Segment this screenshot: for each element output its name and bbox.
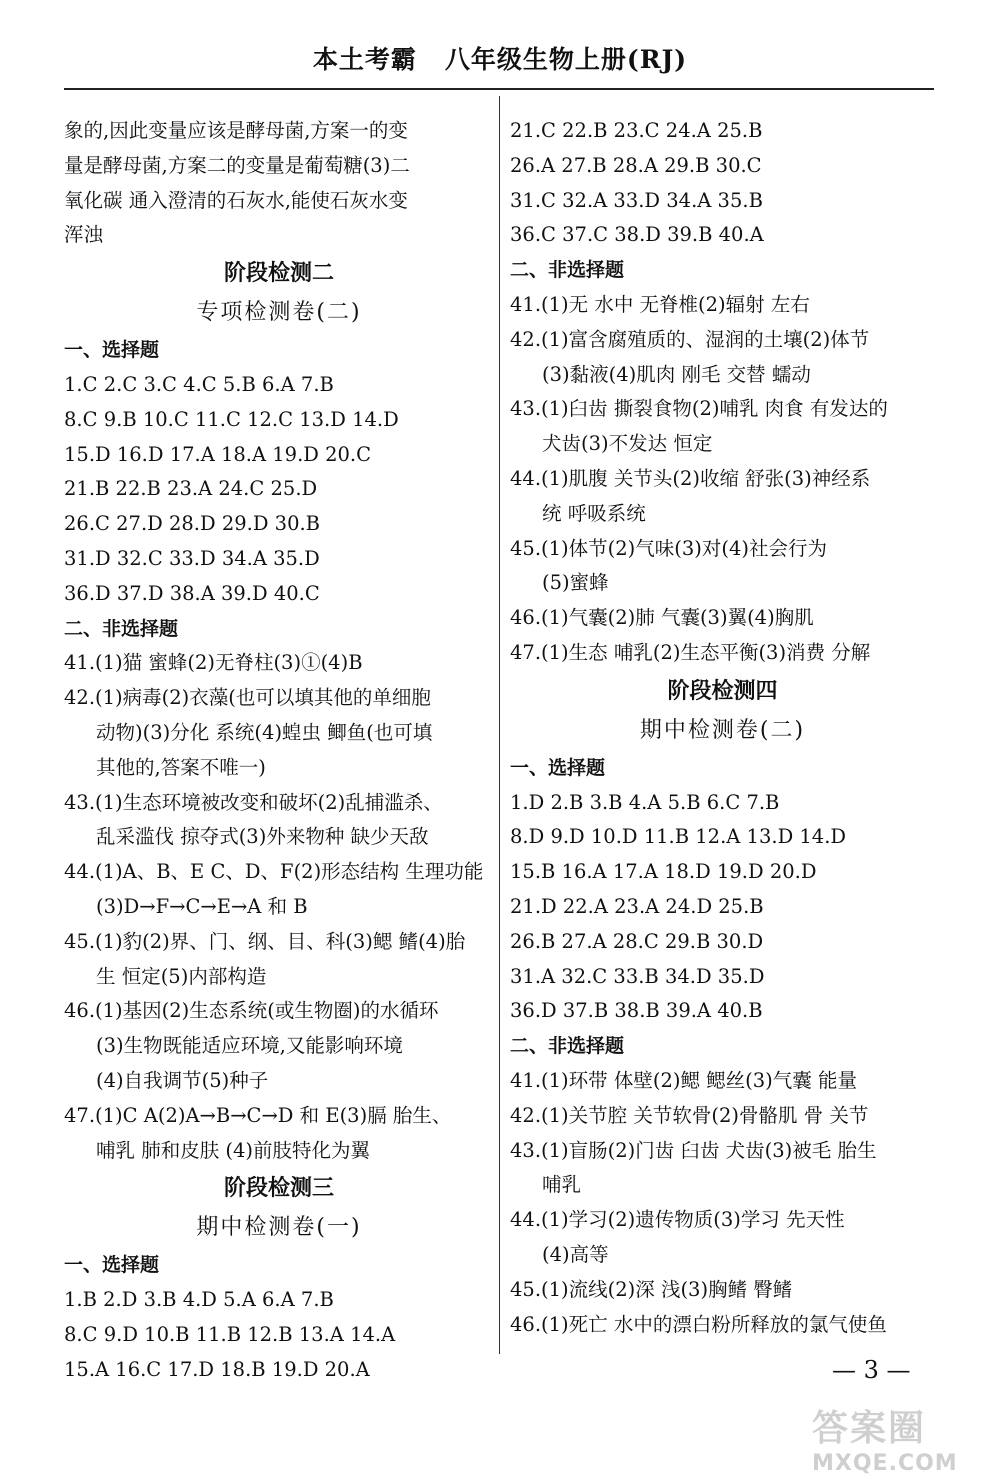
watermark-logo [812, 1400, 992, 1476]
choice-heading: 一、选择题 [64, 339, 160, 362]
choice-answers: 15.B 16.A 17.A 18.D 19.D 20.D [510, 860, 817, 884]
section-title: 阶段检测二 [223, 260, 334, 287]
choice-heading: 一、选择题 [64, 1254, 160, 1277]
answer-line: 生 恒定(5)内部构造 [96, 964, 267, 988]
answer-line: (3)生物既能适应环境,又能影响环境 [96, 1034, 403, 1058]
answer-line: 44.(1)肌腹 关节头(2)收缩 舒张(3)神经系 [510, 466, 871, 490]
choice-heading: 一、选择题 [510, 756, 606, 779]
nonchoice-heading: 二、非选择题 [64, 617, 179, 640]
choice-answers: 8.C 9.D 10.B 11.B 12.B 13.A 14.A [64, 1322, 396, 1346]
answer-line: (4)自我调节(5)种子 [96, 1068, 269, 1092]
answer-line: 浑浊 [64, 223, 104, 247]
answer-line: 乱采滥伐 掠夺式(3)外来物种 缺少天敌 [96, 825, 429, 849]
nonchoice-heading: 二、非选择题 [510, 1035, 625, 1058]
choice-answers: 26.C 27.D 28.D 29.D 30.B [64, 512, 321, 536]
choice-answers: 36.D 37.D 38.A 39.D 40.C [64, 581, 320, 605]
answer-line: 其他的,答案不唯一) [96, 755, 266, 779]
choice-answers: 21.C 22.B 23.C 24.A 25.B [510, 119, 763, 142]
answer-line: 43.(1)盲肠(2)门齿 臼齿 犬齿(3)被毛 胎生 [510, 1138, 877, 1162]
answer-line: 犬齿(3)不发达 恒定 [542, 432, 713, 456]
choice-answers: 1.C 2.C 3.C 4.C 5.B 6.A 7.B [64, 372, 334, 396]
answer-line: 42.(1)关节腔 关节软骨(2)骨骼肌 骨 关节 [510, 1103, 869, 1127]
page-number: — 3 — [832, 1356, 911, 1384]
answer-line: (4)高等 [542, 1242, 609, 1266]
section-title: 阶段检测三 [223, 1175, 334, 1202]
answer-line: (5)蜜蜂 [542, 571, 609, 595]
section-title: 阶段检测四 [667, 677, 778, 704]
choice-answers: 36.C 37.C 38.D 39.B 40.A [510, 223, 764, 247]
nonchoice-heading: 二、非选择题 [510, 259, 625, 282]
answer-line: 量是酵母菌,方案二的变量是葡萄糖(3)二 [64, 153, 410, 177]
answer-line: 47.(1)生态 哺乳(2)生态平衡(3)消费 分解 [510, 640, 871, 664]
answer-line: 43.(1)生态环境被改变和破坏(2)乱捕滥杀、 [64, 790, 443, 814]
choice-answers: 21.B 22.B 23.A 24.C 25.D [64, 477, 318, 501]
answer-line: 哺乳 肺和皮肤 (4)前肢特化为翼 [96, 1138, 371, 1162]
section-subtitle: 专项检测卷(二) [196, 300, 362, 326]
header-divider [64, 88, 934, 90]
choice-answers: 15.A 16.C 17.D 18.B 19.D 20.A [64, 1357, 370, 1381]
answer-line: (3)黏液(4)肌肉 刚毛 交替 蠕动 [542, 362, 811, 386]
choice-answers: 36.D 37.B 38.B 39.A 40.B [510, 999, 763, 1023]
answer-line: 象的,因此变量应该是酵母菌,方案一的变 [64, 119, 408, 142]
answer-line: 45.(1)豹(2)界、门、纲、目、科(3)鳃 鳍(4)胎 [64, 929, 466, 953]
section-subtitle: 期中检测卷(一) [196, 1215, 362, 1241]
column-divider [499, 96, 500, 1354]
answer-line: 43.(1)臼齿 撕裂食物(2)哺乳 肉食 有发达的 [510, 397, 888, 421]
answer-line: 45.(1)体节(2)气味(3)对(4)社会行为 [510, 536, 827, 560]
choice-answers: 1.B 2.D 3.B 4.D 5.A 6.A 7.B [64, 1288, 334, 1312]
answer-line: 41.(1)环带 体壁(2)鳃 鳃丝(3)气囊 能量 [510, 1068, 857, 1092]
choice-answers: 21.D 22.A 23.A 24.D 25.B [510, 894, 764, 918]
choice-answers: 31.C 32.A 33.D 34.A 35.B [510, 188, 763, 212]
choice-answers: 15.D 16.D 17.A 18.A 19.D 20.C [64, 442, 372, 466]
answer-line: 46.(1)死亡 水中的漂白粉所释放的氯气使鱼 [510, 1312, 887, 1336]
answer-line: 统 呼吸系统 [542, 501, 646, 525]
choice-answers: 26.B 27.A 28.C 29.B 30.D [510, 929, 764, 953]
choice-answers: 31.A 32.C 33.B 34.D 35.D [510, 964, 765, 988]
right-column [510, 114, 935, 1342]
answer-line: 42.(1)富含腐殖质的、湿润的土壤(2)体节 [510, 327, 870, 351]
choice-answers: 1.D 2.B 3.B 4.A 5.B 6.C 7.B [510, 790, 780, 814]
answer-line: 47.(1)C A(2)A→B→C→D 和 E(3)膈 胎生、 [64, 1103, 452, 1127]
watermark-text: 答案圈 [812, 1408, 927, 1449]
book-series-title: 本土考霸 [312, 45, 417, 74]
choice-answers: 26.A 27.B 28.A 29.B 30.C [510, 153, 762, 177]
answer-line: 哺乳 [542, 1173, 582, 1197]
answer-line: 41.(1)猫 蜜蜂(2)无脊柱(3)①(4)B [64, 651, 363, 675]
answer-line: (3)D→F→C→E→A 和 B [96, 894, 308, 918]
page-header [0, 40, 1000, 76]
watermark-url: MXQE.COM [812, 1451, 958, 1476]
answer-line: 46.(1)基因(2)生态系统(或生物圈)的水循环 [64, 999, 439, 1023]
book-subtitle: 八年级生物上册(RJ) [444, 45, 688, 74]
choice-answers: 8.C 9.B 10.C 11.C 12.C 13.D 14.D [64, 407, 399, 431]
section-subtitle: 期中检测卷(二) [639, 717, 806, 743]
choice-answers: 31.D 32.C 33.D 34.A 35.D [64, 546, 320, 570]
answer-line: 氧化碳 通入澄清的石灰水,能使石灰水变 [64, 188, 408, 212]
answer-line: 44.(1)学习(2)遗传物质(3)学习 先天性 [510, 1208, 845, 1232]
left-column [64, 114, 494, 1388]
answer-line: 42.(1)病毒(2)衣藻(也可以填其他的单细胞 [64, 686, 431, 710]
answer-line: 41.(1)无 水中 无脊椎(2)辐射 左右 [510, 292, 810, 316]
choice-answers: 8.D 9.D 10.D 11.B 12.A 13.D 14.D [510, 825, 847, 849]
answer-line: 46.(1)气囊(2)肺 气囊(3)翼(4)胸肌 [510, 606, 814, 630]
answer-line: 45.(1)流线(2)深 浅(3)胸鳍 臀鳍 [510, 1277, 793, 1301]
answer-line: 44.(1)A、B、E C、D、F(2)形态结构 生理功能 [64, 860, 484, 884]
answer-line: 动物)(3)分化 系统(4)蝗虫 鲫鱼(也可填 [96, 720, 433, 744]
